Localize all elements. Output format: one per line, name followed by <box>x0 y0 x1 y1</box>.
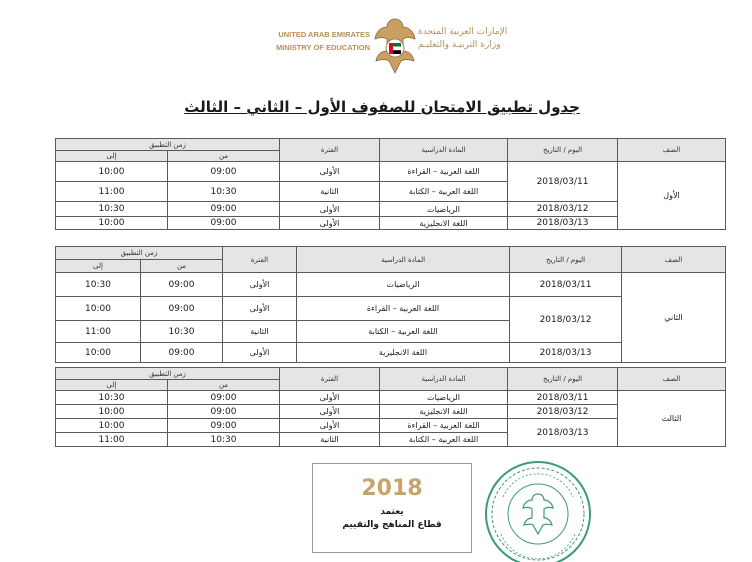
time-to: 10:00 <box>56 217 168 230</box>
letterhead-english <box>255 28 370 54</box>
header-from: من <box>168 380 280 391</box>
time-to: 10:00 <box>56 343 141 363</box>
time-to: 10:30 <box>56 202 168 217</box>
subject-cell: اللغة العربية – القراءة <box>380 162 508 182</box>
subject-cell: اللغة الانجليزية <box>380 405 508 419</box>
period-cell: الثانية <box>280 182 380 202</box>
time-from: 09:00 <box>141 343 223 363</box>
period-cell: الأولى <box>280 217 380 230</box>
country-name-ar: الإمارات العربية المتحدة <box>418 27 508 37</box>
schedule-table-grade1 <box>55 138 726 230</box>
ministry-name-en: MINISTRY OF EDUCATION <box>275 43 370 52</box>
date-cell: 2018/03/13 <box>508 419 618 447</box>
period-cell: الأولى <box>223 343 297 363</box>
header-day-date: اليوم / التاريخ <box>508 368 618 391</box>
date-cell: 2018/03/13 <box>508 217 618 230</box>
time-from: 09:00 <box>168 202 280 217</box>
subject-cell: اللغة العربية – الكتابة <box>297 321 510 343</box>
time-from: 09:00 <box>168 405 280 419</box>
date-cell: 2018/03/11 <box>508 391 618 405</box>
header-day-date: اليوم / التاريخ <box>510 247 622 273</box>
period-cell: الأولى <box>223 273 297 297</box>
time-to: 10:00 <box>56 419 168 433</box>
period-cell: الأولى <box>223 297 297 321</box>
grade-name: الثاني <box>622 273 726 363</box>
header-from: من <box>141 260 223 273</box>
subject-cell: اللغة العربية – القراءة <box>380 419 508 433</box>
period-cell: الأولى <box>280 202 380 217</box>
header-from: من <box>168 151 280 162</box>
table-row <box>56 391 726 405</box>
time-from: 10:30 <box>141 321 223 343</box>
letterhead <box>0 0 752 90</box>
header-day-date: اليوم / التاريخ <box>508 139 618 162</box>
subject-cell: اللغة الانجليزية <box>380 217 508 230</box>
time-from: 09:00 <box>141 273 223 297</box>
header-subject: المادة الدراسية <box>380 368 508 391</box>
header-period: الفترة <box>280 139 380 162</box>
time-to: 11:00 <box>56 321 141 343</box>
approval-year: 2018 <box>361 476 423 501</box>
subject-cell: اللغة العربية – الكتابة <box>380 182 508 202</box>
grade-name: الأول <box>618 162 726 230</box>
header-period: الفترة <box>223 247 297 273</box>
time-from: 09:00 <box>168 217 280 230</box>
date-cell: 2018/03/11 <box>508 162 618 202</box>
official-seal-icon <box>473 452 603 562</box>
date-cell: 2018/03/11 <box>510 273 622 297</box>
time-to: 10:30 <box>56 391 168 405</box>
time-to: 10:30 <box>56 273 141 297</box>
time-to: 10:00 <box>56 162 168 182</box>
header-grade: الصف <box>622 247 726 273</box>
subject-cell: اللغة العربية – القراءة <box>297 297 510 321</box>
subject-cell: الرياضيات <box>380 202 508 217</box>
time-to: 10:00 <box>56 405 168 419</box>
time-from: 09:00 <box>168 391 280 405</box>
time-from: 09:00 <box>168 419 280 433</box>
schedule-table-grade3 <box>55 367 726 447</box>
letterhead-arabic <box>418 26 568 52</box>
header-grade: الصف <box>618 139 726 162</box>
header-period: الفترة <box>280 368 380 391</box>
header-to: إلى <box>56 260 141 273</box>
header-subject: المادة الدراسية <box>380 139 508 162</box>
approval-box <box>312 463 472 553</box>
period-cell: الأولى <box>280 405 380 419</box>
subject-cell: الرياضيات <box>297 273 510 297</box>
time-from: 09:00 <box>141 297 223 321</box>
date-cell: 2018/03/12 <box>508 405 618 419</box>
date-cell: 2018/03/12 <box>510 297 622 343</box>
period-cell: الثانية <box>223 321 297 343</box>
header-time: زمن التطبيق <box>56 247 223 260</box>
time-to: 11:00 <box>56 182 168 202</box>
time-to: 10:00 <box>56 297 141 321</box>
table-row <box>56 273 726 297</box>
header-to: إلى <box>56 380 168 391</box>
time-from: 10:30 <box>168 433 280 447</box>
date-cell: 2018/03/13 <box>510 343 622 363</box>
subject-cell: اللغة الانجليزية <box>297 343 510 363</box>
approval-label: يعتمد <box>380 507 404 517</box>
date-cell: 2018/03/12 <box>508 202 618 217</box>
grade-name: الثالث <box>618 391 726 447</box>
period-cell: الأولى <box>280 162 380 182</box>
country-name-en: UNITED ARAB EMIRATES <box>278 30 370 39</box>
header-time: زمن التطبيق <box>56 368 280 380</box>
ministry-name-ar: وزارة التربيـة والتعليـم <box>418 40 501 50</box>
period-cell: الأولى <box>280 391 380 405</box>
header-grade: الصف <box>618 368 726 391</box>
subject-cell: الرياضيات <box>380 391 508 405</box>
header-to: إلى <box>56 151 168 162</box>
table-row <box>56 162 726 182</box>
schedule-table-grade2 <box>55 246 726 363</box>
header-time: زمن التطبيق <box>56 139 280 151</box>
time-from: 09:00 <box>168 162 280 182</box>
time-to: 11:00 <box>56 433 168 447</box>
approval-department: قطاع المناهج والتقييم <box>342 520 442 530</box>
period-cell: الأولى <box>280 419 380 433</box>
header-subject: المادة الدراسية <box>297 247 510 273</box>
period-cell: الثانية <box>280 433 380 447</box>
uae-emblem-icon <box>372 15 418 77</box>
time-from: 10:30 <box>168 182 280 202</box>
subject-cell: اللغة العربية – الكتابة <box>380 433 508 447</box>
document-title: جدول تطبيق الامتحان للصفوف الأول – الثاني – الثالث <box>184 98 580 116</box>
